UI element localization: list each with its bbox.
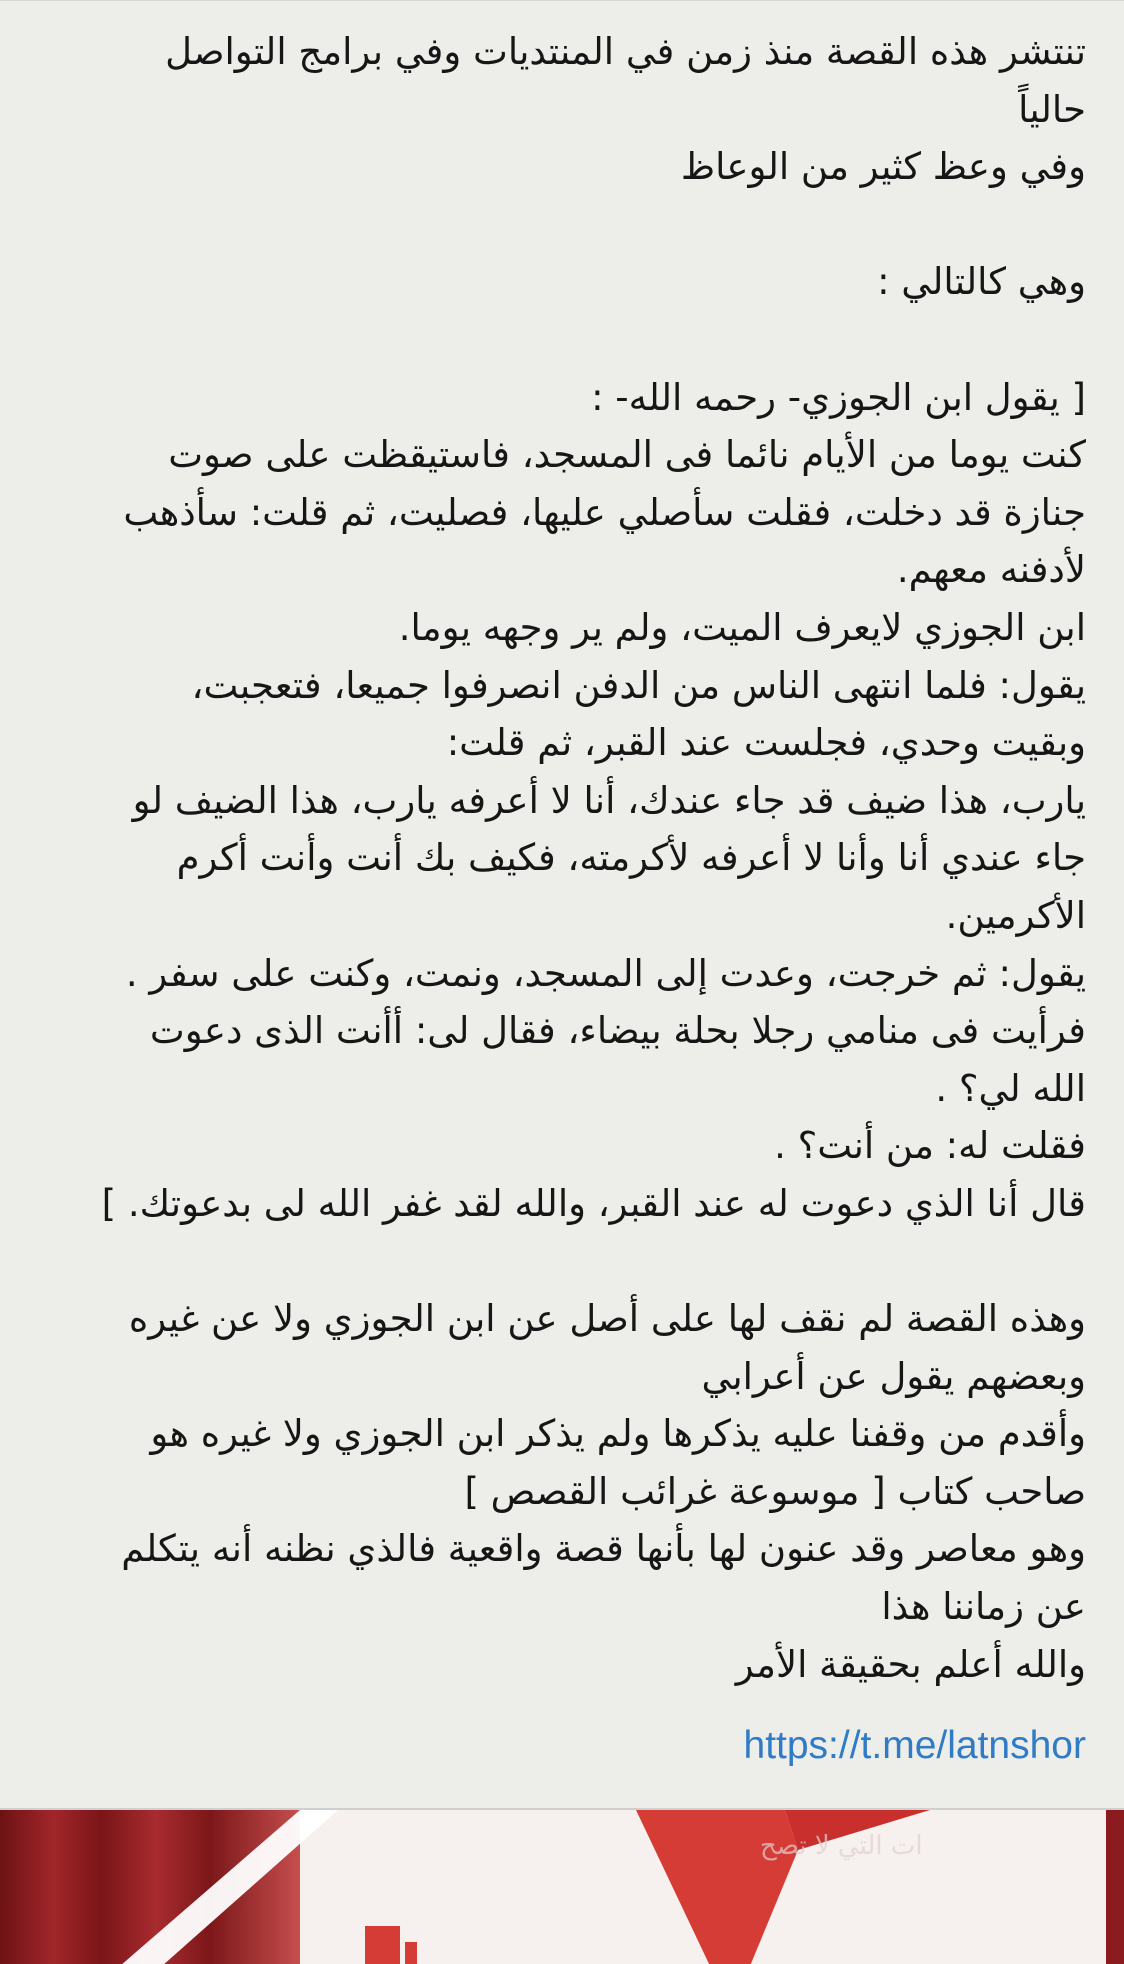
message-line: صاحب كتاب [ موسوعة غرائب القصص ] xyxy=(464,1469,1086,1513)
media-caption-fragment: ات التي لا تصح xyxy=(760,1831,923,1861)
message-line: فرأيت فى منامي رجلا بحلة بيضاء، فقال لى: أأنت الذى دعوت xyxy=(149,1009,1086,1053)
message-line xyxy=(38,196,1086,254)
media-graphic xyxy=(0,1810,1124,1964)
message-text xyxy=(38,23,1086,1693)
message-line: يارب، هذا ضيف قد جاء عندك، أنا لا أعرفه يارب، هذا الضيف لو xyxy=(132,778,1086,822)
message-line xyxy=(38,1232,1086,1290)
channel-link[interactable]: https://t.me/latnshor xyxy=(743,1724,1086,1767)
message-line: ابن الجوزي لايعرف الميت، ولم ير وجهه يوما. xyxy=(398,605,1086,649)
message-line: فقلت له: من أنت؟ . xyxy=(774,1124,1086,1168)
message-line: يقول: ثم خرجت، وعدت إلى المسجد، ونمت، وكنت على سفر . xyxy=(125,951,1086,995)
message-line: وبعضهم يقول عن أعرابي xyxy=(701,1354,1086,1398)
media-preview-image[interactable] xyxy=(0,1808,1124,1964)
message-line: تنتشر هذه القصة منذ زمن في المنتديات وفي برامج التواصل xyxy=(165,30,1086,73)
red-letter-stroke xyxy=(405,1942,417,1964)
message-line: قال أنا الذي دعوت له عند القبر، والله لقد غفر الله لى بدعوتك. ] xyxy=(101,1181,1086,1225)
message-line: يقول: فلما انتهى الناس من الدفن انصرفوا جميعا، فتعجبت، xyxy=(191,663,1086,707)
message-line: عن زماننا هذا xyxy=(881,1585,1086,1629)
message-line: وأقدم من وقفنا عليه يذكرها ولم يذكر ابن الجوزي ولا غيره هو xyxy=(150,1412,1086,1456)
message-line: وفي وعظ كثير من الوعاظ xyxy=(680,145,1086,189)
message-line: جنازة قد دخلت، فقلت سأصلي عليها، فصليت، ثم قلت: سأذهب xyxy=(123,490,1086,534)
message-line: الله لي؟ . xyxy=(935,1066,1086,1110)
message-line: [ يقول ابن الجوزي- رحمه الله- : xyxy=(591,375,1086,419)
message-line: وهي كالتالي : xyxy=(877,260,1086,304)
message-line: والله أعلم بحقيقة الأمر xyxy=(735,1642,1086,1686)
message-line: وهو معاصر وقد عنون لها بأنها قصة واقعية فالذي نظنه أنه يتكلم xyxy=(121,1527,1086,1571)
message-line: حالياً xyxy=(1018,87,1086,131)
message-line: وهذه القصة لم نقف لها على أصل عن ابن الجوزي ولا عن غيره xyxy=(128,1297,1086,1341)
message-line: جاء عندي أنا وأنا لا أعرفه لأكرمته، فكيف بك أنت وأنت أكرم xyxy=(176,836,1086,880)
message-line: وبقيت وحدي، فجلست عند القبر، ثم قلت: xyxy=(446,721,1086,765)
red-letter-block xyxy=(365,1926,400,1964)
message-line: كنت يوما من الأيام نائما فى المسجد، فاستيقظت على صوت xyxy=(168,433,1086,477)
diagonal-stripe-left xyxy=(120,1810,338,1964)
message-line xyxy=(38,311,1086,369)
message-line: لأدفنه معهم. xyxy=(896,548,1086,592)
message-line: الأكرمين. xyxy=(945,893,1086,937)
